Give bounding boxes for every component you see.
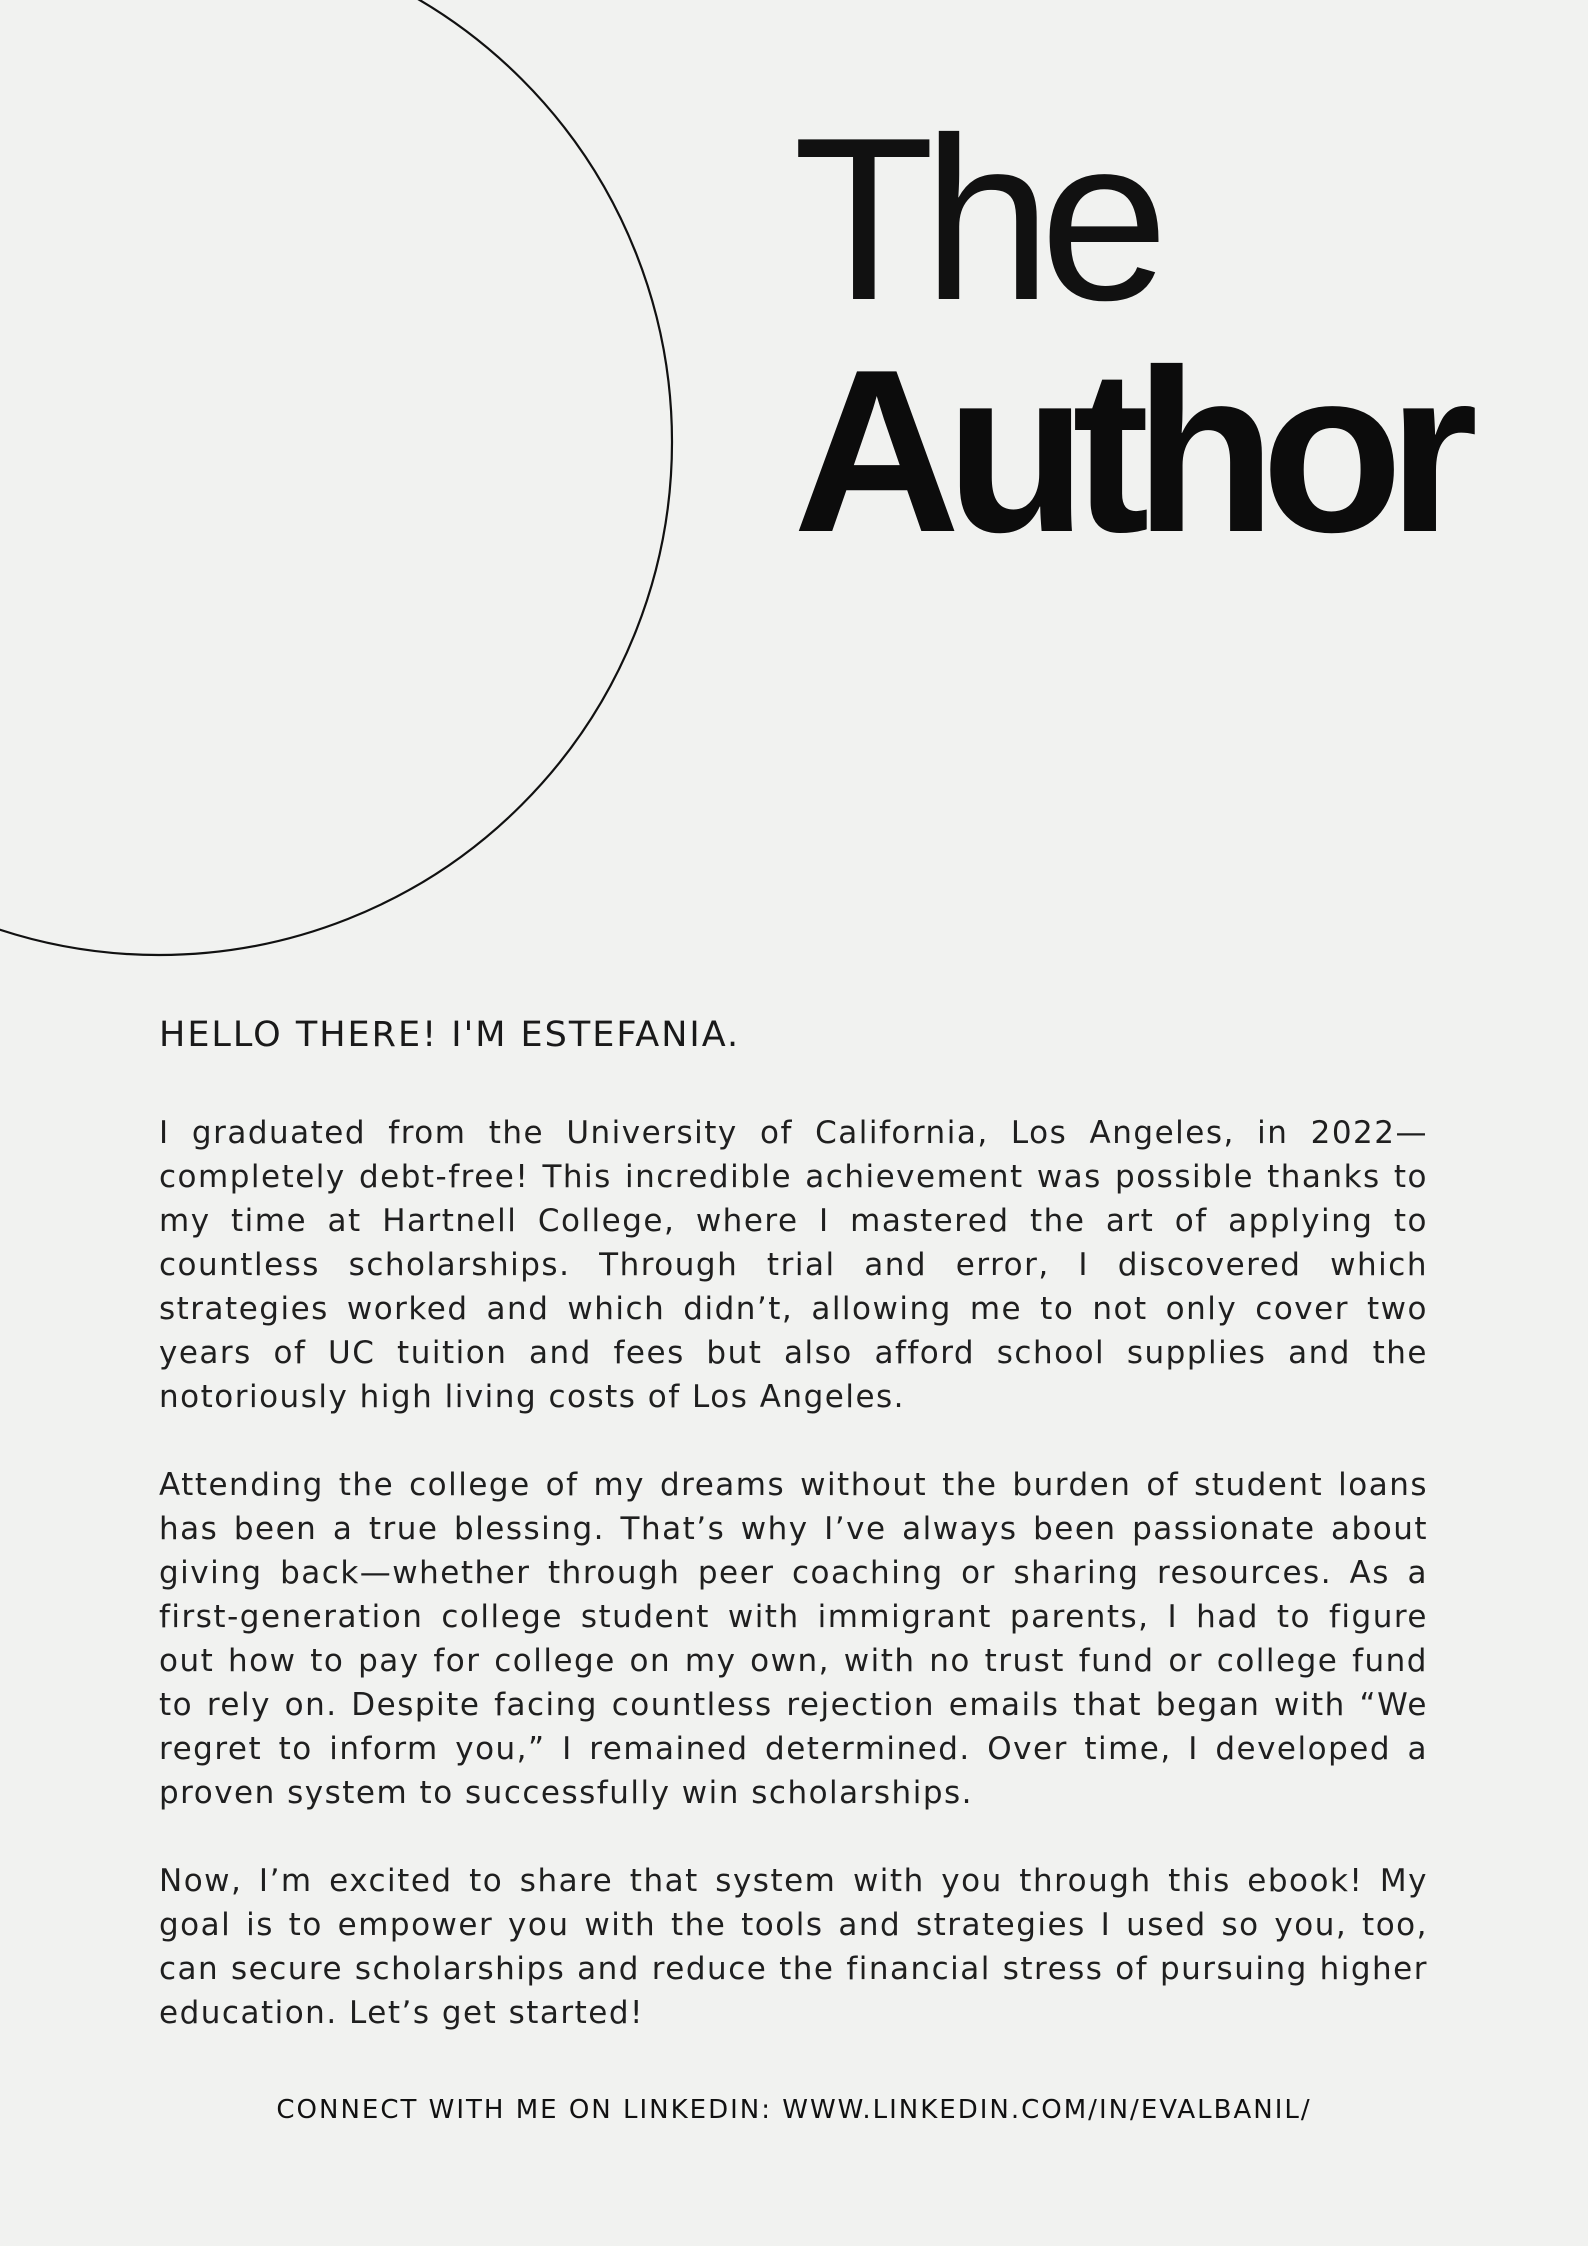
bio-body bbox=[159, 1111, 1428, 2079]
circle-outline bbox=[0, 0, 672, 955]
bio-paragraph-1: I graduated from the University of California, Los Angeles, in 2022—completely debt-free! This incredible achievement was possible thanks to my time at Hartnell College, where I mastered the art of applying to countless scholarships. Through trial and error, I discovered which strategies worked and which didn’t, allowing me to not only cover two years of UC tuition and fees but also afford school supplies and the notoriously high living costs of Los Angeles. bbox=[159, 1115, 1428, 1415]
bio-paragraph-3: Now, I’m excited to share that system with you through this ebook! My goal is to empower you with the tools and strategies I used so you, too, can secure scholarships and reduce the financial stress of pursuing higher education. Let’s get started! bbox=[159, 1863, 1428, 2031]
decorative-circle bbox=[0, 0, 700, 980]
linkedin-connect-line[interactable]: CONNECT WITH ME ON LINKEDIN: WWW.LINKEDIN.COM/IN/EVALBANIL/ bbox=[276, 2095, 1312, 2125]
bio-paragraph-2: Attending the college of my dreams without the burden of student loans has been a true blessing. That’s why I’ve always been passionate about giving back—whether through peer coaching or sharing resources. As a first-generation college student with immigrant parents, I had to figure out how to pay for college on my own, with no trust fund or college fund to rely on. Despite facing countless rejection emails that began with “We regret to inform you,” I remained determined. Over time, I developed a proven system to successfully win scholarships. bbox=[159, 1467, 1428, 1811]
title-author: Author bbox=[793, 322, 1464, 581]
title-the: The bbox=[793, 90, 1157, 349]
greeting-heading: HELLO THERE! I'M ESTEFANIA. bbox=[159, 1015, 741, 1055]
